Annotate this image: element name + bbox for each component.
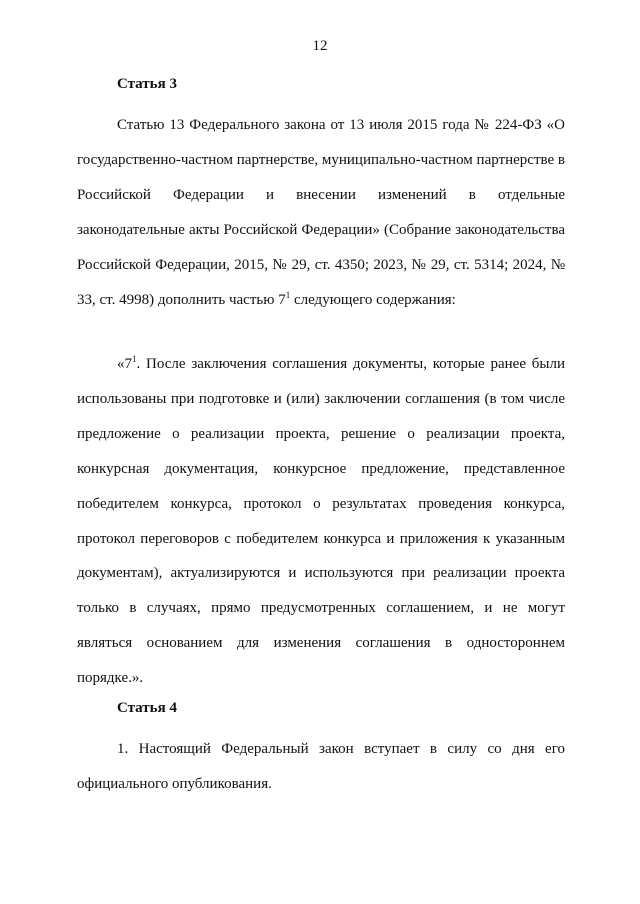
article-4-paragraph-1: 1. Настоящий Федеральный закон вступает в силу со дня его официального опубликования. [77,741,565,792]
article-3-heading: Статья 3 [117,76,177,92]
article-3-paragraph-1-tail: следующего содержания: [290,291,456,308]
article-3-paragraph-2 [77,347,565,696]
superscript: 1 [132,354,137,364]
article-3-paragraph-1 [77,108,565,317]
page-number: 12 [312,38,328,54]
article-4-heading: Статья 4 [117,700,177,716]
quote-open: «7 [117,356,132,372]
superscript: 1 [285,289,291,300]
article-3-paragraph-1-text: Статью 13 Федерального закона от 13 июля 2015 года № 224-ФЗ «О государственно-частном партнерстве, муниципально-частном партнерстве в Российской Федерации и внесении изменений в отдельные законодательные акты Российской Федерации» (Собрание законодательства Российской Федерации, 2015, № 29, ст. 4350; 2023, № 29, ст. 5314; 2024, № 33, ст. 4998) дополнить частью 7 [77,117,565,308]
article-3-paragraph-2-text: . После заключения соглашения документы, которые ранее были использованы при подготовке и (или) заключении соглашения (в том числе предложение о реализации проекта, решение о реализации проекта, конкурсная документация, конкурсное предложение, представленное победителем конкурса, протокол о результатах проведения конкурса, протокол переговоров с победителем конкурса и приложения к указанным документам), актуализируются и используются при реализации проекта только в случаях, прямо предусмотренных соглашением, и не могут являться основанием для изменения соглашения в одностороннем порядке.». [77,356,565,687]
